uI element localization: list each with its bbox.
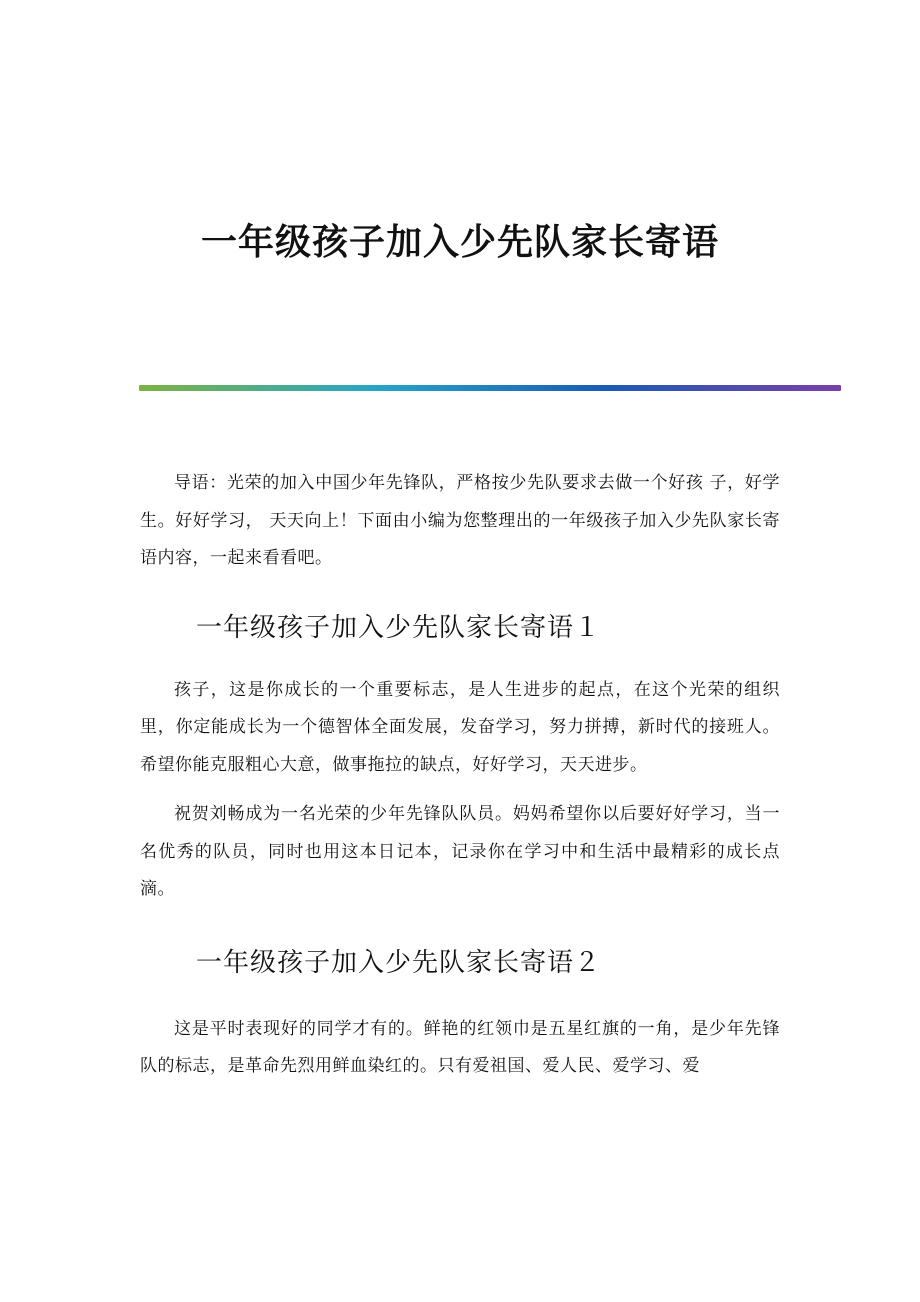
section-1-paragraph-2: 祝贺刘畅成为一名光荣的少年先锋队队员。妈妈希望你以后要好好学习，当一名优秀的队员，同时也用这本日记本，记录你在学习中和生活中最精彩的成长点滴。 (140, 804, 780, 899)
title-divider-gradient-bar (139, 385, 841, 391)
document-body (140, 465, 780, 1086)
section-heading-2: 一年级孩子加入少先队家长寄语２ (196, 947, 602, 978)
document-title: 一年级孩子加入少先队家长寄语 (200, 221, 719, 263)
section-heading-1: 一年级孩子加入少先队家长寄语１ (196, 612, 602, 643)
section-1-paragraph-1: 孩子，这是你成长的一个重要标志，是人生进步的起点，在这个光荣的组织里，你定能成长为一个德智体全面发展，发奋学习，努力拼搏，新时代的接班人。希望你能克服粗心大意，做事拖拉的缺点，好好学习，天天进步。 (140, 679, 780, 775)
intro-paragraph: 导语：光荣的加入中国少年先锋队，严格按少先队要求去做一个好孩 子，好学生。好好学习， 天天向上！下面由小编为您整理出的一年级孩子加入少先队家长寄语内容，一起来看看吧。 (140, 473, 780, 568)
section-2-paragraph-1: 这是平时表现好的同学才有的。鲜艳的红领巾是五星红旗的一角，是少年先锋队的标志，是革命先烈用鲜血染红的。只有爱祖国、爱人民、爱学习、爱 (140, 1018, 780, 1076)
